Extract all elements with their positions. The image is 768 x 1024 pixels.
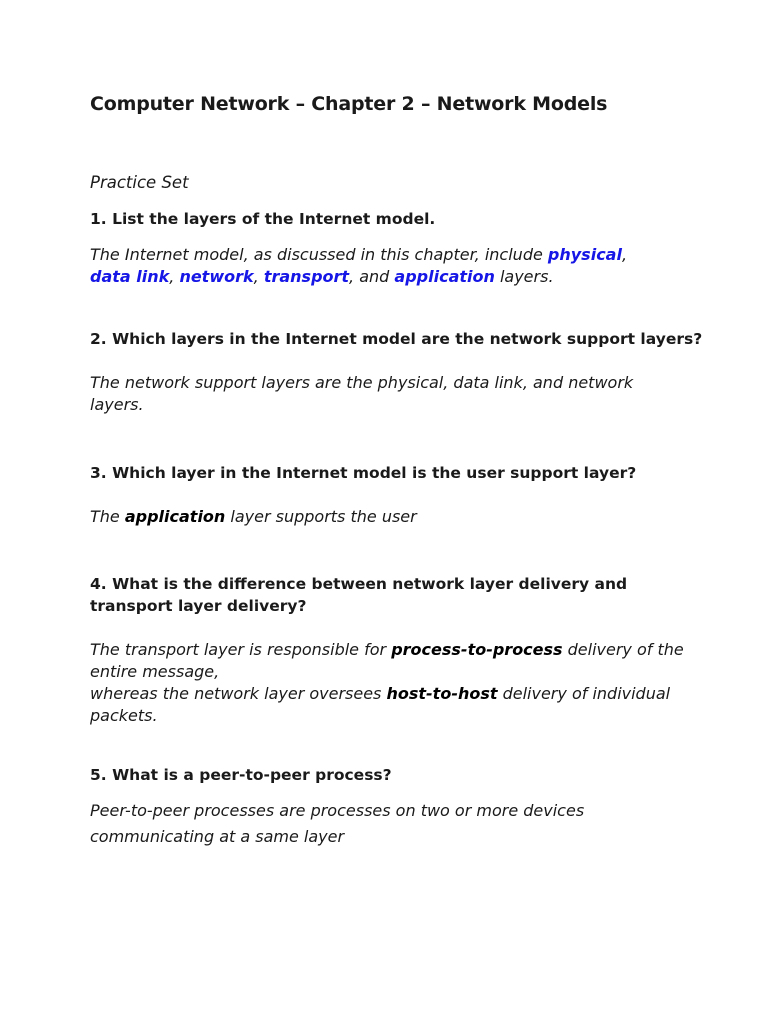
question-1: 1. List the layers of the Internet model. — [90, 210, 436, 228]
page-title: Computer Network – Chapter 2 – Network Models — [90, 93, 608, 115]
answer-3-text-pre: The — [90, 507, 125, 526]
answer-5: Peer-to-peer processes are processes on two or more devices communicating at a same layer — [90, 801, 585, 846]
answer-4-bold-2: host-to-host — [386, 684, 498, 703]
answer-1 — [90, 244, 690, 288]
answer-4-bold-1: process-to-process — [391, 640, 563, 659]
layer-network: network — [179, 267, 254, 286]
layer-data-link: data link — [90, 267, 170, 286]
answer-1-comma-3: , — [253, 267, 264, 286]
answer-1-text-pre: The Internet model, as discussed in this chapter, include — [90, 245, 548, 264]
answer-1-and: , and — [349, 267, 395, 286]
answer-3-text-post: layer supports the user — [225, 507, 417, 526]
layer-physical: physical — [547, 245, 622, 264]
answer-4-part-4: delivery of individual packets. — [90, 684, 671, 725]
layer-transport: transport — [263, 267, 350, 286]
answer-1-comma-1: , — [621, 245, 628, 264]
layer-application: application — [394, 267, 495, 286]
question-4: 4. What is the difference between network layer delivery and transport layer delivery? — [90, 575, 628, 615]
answer-4-part-1: The transport layer is responsible for — [90, 640, 392, 659]
question-2: 2. Which layers in the Internet model are the network support layers? — [90, 330, 703, 348]
answer-1-text-post: layers. — [494, 267, 554, 286]
question-5: 5. What is a peer-to-peer process? — [90, 766, 392, 784]
answer-3 — [90, 506, 690, 528]
answer-2: The network support layers are the physical, data link, and network layers. — [90, 373, 634, 414]
answer-3-bold: application — [124, 507, 226, 526]
question-3: 3. Which layer in the Internet model is the user support layer? — [90, 464, 637, 482]
answer-1-comma-2: , — [169, 267, 180, 286]
practice-set-label: Practice Set — [90, 173, 189, 192]
answer-4 — [90, 639, 690, 727]
answer-4-part-2: delivery of the entire message, — [90, 640, 684, 681]
answer-4-part-3: whereas the network layer oversees — [90, 684, 387, 703]
